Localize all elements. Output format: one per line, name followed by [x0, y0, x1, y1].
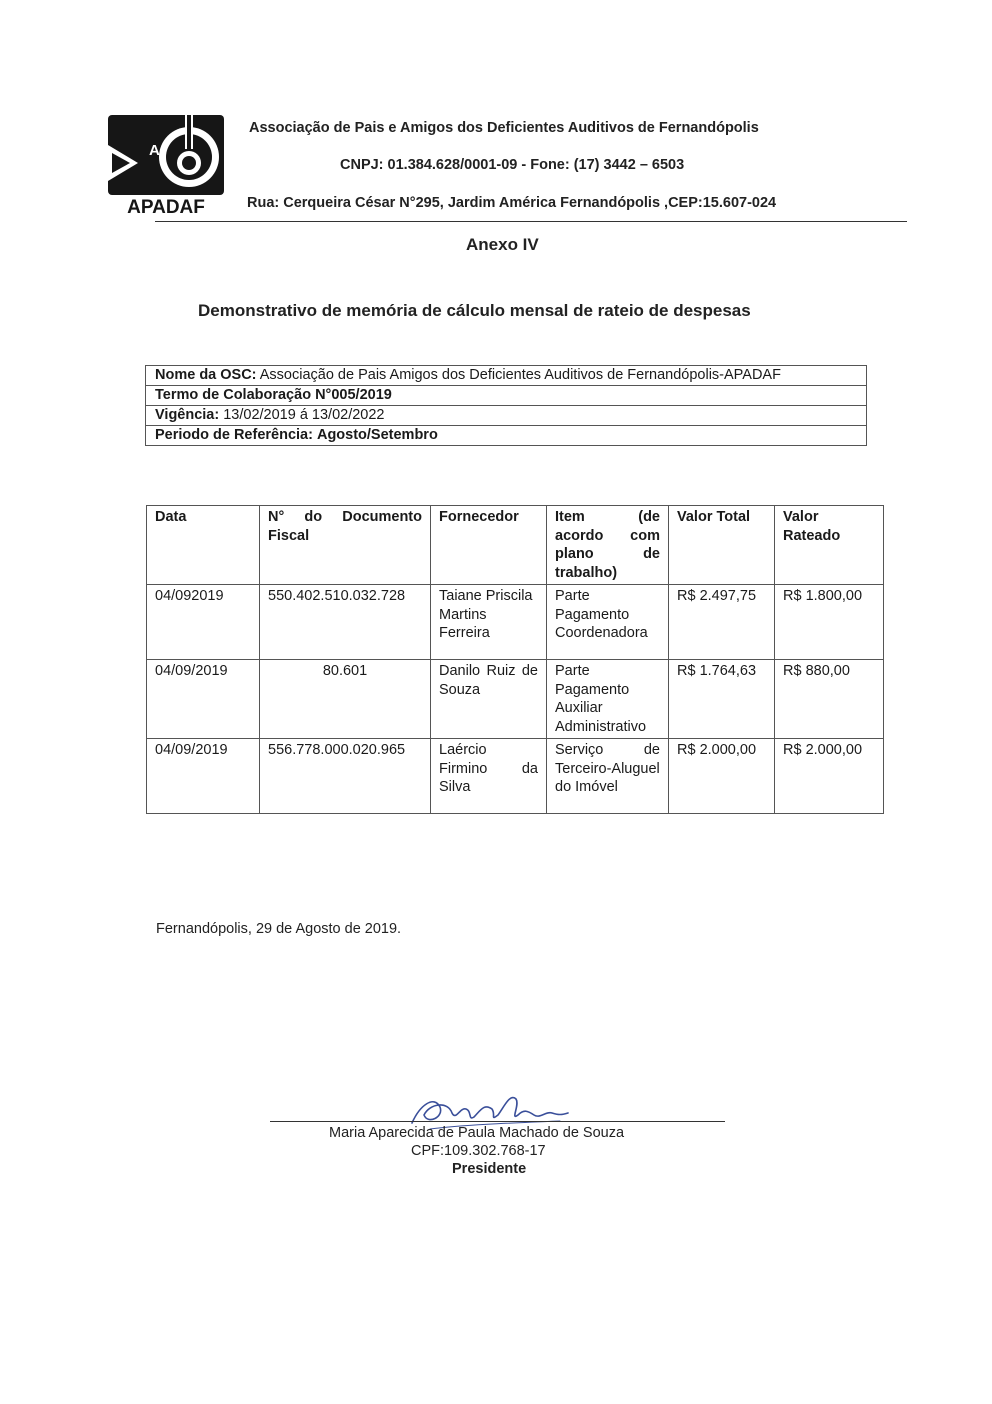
cell-fornecedor: Laércio Firmino da Silva: [431, 739, 547, 814]
cell-valor-total: R$ 2.497,75: [669, 585, 775, 660]
svg-text:A: A: [149, 142, 160, 159]
periodo-label: Periodo de Referência:: [155, 427, 313, 443]
header-fornecedor: Fornecedor: [431, 506, 547, 585]
table-row: [147, 585, 884, 660]
signatory-name: Maria Aparecida de Paula Machado de Souza: [329, 1125, 625, 1141]
signatory-cpf: CPF:109.302.768-17: [411, 1143, 546, 1159]
header-data: Data: [147, 506, 260, 585]
cell-valor-total: R$ 1.764,63: [669, 660, 775, 739]
place-date: Fernandópolis, 29 de Agosto de 2019.: [156, 921, 402, 937]
cell-data: 04/09/2019: [147, 739, 260, 814]
document-title: Demonstrativo de memória de cálculo mensal de rateio de despesas: [198, 301, 751, 320]
org-name: Associação de Pais e Amigos dos Deficientes Auditivos de Fernandópolis: [249, 120, 759, 136]
cell-fornecedor: Taiane Priscila Martins Ferreira: [431, 585, 547, 660]
osc-value: Associação de Pais Amigos dos Deficientes Auditivos de Fernandópolis-APADAF: [259, 367, 781, 383]
vigencia-row: [146, 406, 866, 426]
vigencia-label: Vigência:: [155, 407, 220, 423]
cnpj-phone: CNPJ: 01.384.628/0001-09 - Fone: (17) 3442 – 6503: [340, 157, 685, 173]
header-documento: N° do Documento Fiscal: [260, 506, 431, 585]
cell-item: Parte Pagamento Auxiliar Administrativo: [547, 660, 669, 739]
termo-row: [146, 386, 866, 406]
cell-item: Parte Pagamento Coordenadora: [547, 585, 669, 660]
osc-name-row: [146, 366, 866, 386]
cell-documento: 556.778.000.020.965: [260, 739, 431, 814]
logo-text: APADAF: [127, 197, 205, 215]
cell-fornecedor: Danilo Ruiz de Souza: [431, 660, 547, 739]
signatory-role: Presidente: [452, 1161, 527, 1177]
address: Rua: Cerqueira César N°295, Jardim América Fernandópolis ,CEP:15.607-024: [247, 195, 777, 211]
table-row: [147, 739, 884, 814]
cell-valor-rateado: R$ 880,00: [775, 660, 884, 739]
header-divider: [155, 221, 907, 222]
apadaf-logo: [108, 115, 224, 215]
header-item: Item (de acordo com plano de trabalho): [547, 506, 669, 585]
cell-valor-rateado: R$ 2.000,00: [775, 739, 884, 814]
annex-title: Anexo IV: [466, 235, 539, 254]
header-valor-rateado: Valor Rateado: [775, 506, 884, 585]
vigencia-value: 13/02/2019 á 13/02/2022: [223, 407, 385, 423]
cell-valor-total: R$ 2.000,00: [669, 739, 775, 814]
table-row: [147, 660, 884, 739]
osc-info-box: [145, 365, 867, 446]
cell-data: 04/092019: [147, 585, 260, 660]
periodo-row: [146, 426, 866, 445]
cell-item: Serviço de Terceiro-Aluguel do Imóvel: [547, 739, 669, 814]
signature-line: [270, 1121, 725, 1122]
header-valor-total: Valor Total: [669, 506, 775, 585]
cell-data: 04/09/2019: [147, 660, 260, 739]
osc-label: Nome da OSC:: [155, 367, 257, 383]
periodo-value: Agosto/Setembro: [316, 427, 438, 443]
expense-table: [146, 505, 884, 814]
cell-documento: 80.601: [260, 660, 431, 739]
cell-valor-rateado: R$ 1.800,00: [775, 585, 884, 660]
cell-documento: 550.402.510.032.728: [260, 585, 431, 660]
termo-text: Termo de Colaboração N°005/2019: [155, 387, 392, 403]
table-header-row: [147, 506, 884, 585]
